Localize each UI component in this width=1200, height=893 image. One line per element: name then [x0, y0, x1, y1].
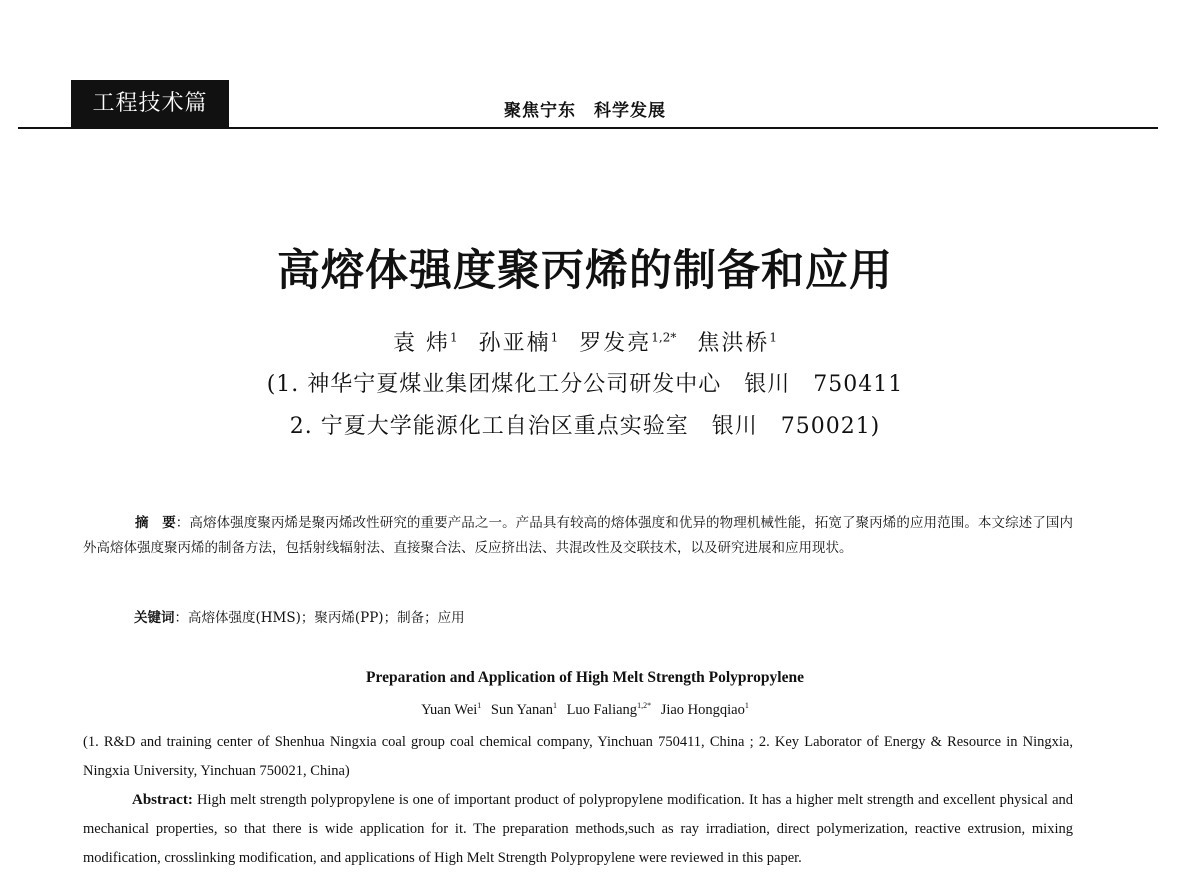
section-tag: 工程技术篇 [71, 80, 229, 127]
chinese-abstract [83, 511, 1073, 561]
english-author-list [0, 701, 1170, 719]
english-title: Preparation and Application of High Melt Strength Polypropylene [366, 669, 804, 686]
english-author: Luo Faliang$^{1,2*}$ [566, 701, 652, 718]
author-list [0, 326, 1170, 357]
keywords [134, 606, 465, 626]
english-author: Jiao Hongqiao$^1$ [660, 701, 749, 718]
author: 孙亚楠$^1$ [478, 330, 559, 356]
english-abstract [83, 786, 1073, 873]
english-author: Sun Yanan$^1$ [490, 701, 557, 718]
article-title: 高熔体强度聚丙烯的制备和应用 [277, 246, 893, 296]
abstract-text: ：高熔体强度聚丙烯是聚丙烯改性研究的重要产品之一。产品具有较高的熔体强度和优异的物理机械性能，拓宽了聚丙烯的应用范围。本文综述了国内外高熔体强度聚丙烯的制备方法，包括射线辐射法、直接聚合法、反应挤出法、共混改性及交联技术，以及研究进展和应用现状。 [83, 515, 1074, 556]
author: 罗发亮$^{1,2*}$ [579, 330, 677, 356]
keywords-label: 关键词 [134, 610, 175, 626]
english-affiliation: (1. R&D and training center of Shenhua Ningxia coal group coal chemical company, Yinchuan 750411, China ; 2. Key Laborator of Energy & Resource in Ningxia, Ningxia University, Yinchuan 750021, China) [83, 734, 1073, 779]
english-abstract-text: High melt strength polypropylene is one of important product of polypropylene modification. It has a higher melt strength and excellent physical and mechanical properties, so that there is wide application for it. The preparation methods,such as ray irradiation, direct polymerization, reactive extrusion, mixing modification, crosslinking modification, and applications of High Melt Strength Polypropylene were reviewed in this paper. [83, 792, 1073, 866]
abstract-label: 摘 要 [135, 515, 176, 531]
author: 焦洪桥$^1$ [697, 330, 778, 356]
author: 袁 炜$^1$ [392, 330, 458, 356]
header-divider [18, 127, 1158, 129]
affiliation-line-2: 2. 宁夏大学能源化工自治区重点实验室 银川 750021) [289, 414, 881, 439]
keywords-text: ：高熔体强度(HMS)；聚丙烯(PP)；制备；应用 [174, 610, 465, 626]
english-abstract-label: Abstract: [132, 792, 193, 808]
affiliation-line-1: (1. 神华宁夏煤业集团煤化工分公司研发中心 银川 750411 [266, 372, 904, 397]
running-title: 聚焦宁东 科学发展 [504, 101, 666, 121]
english-author: Yuan Wei$^1$ [421, 701, 482, 718]
